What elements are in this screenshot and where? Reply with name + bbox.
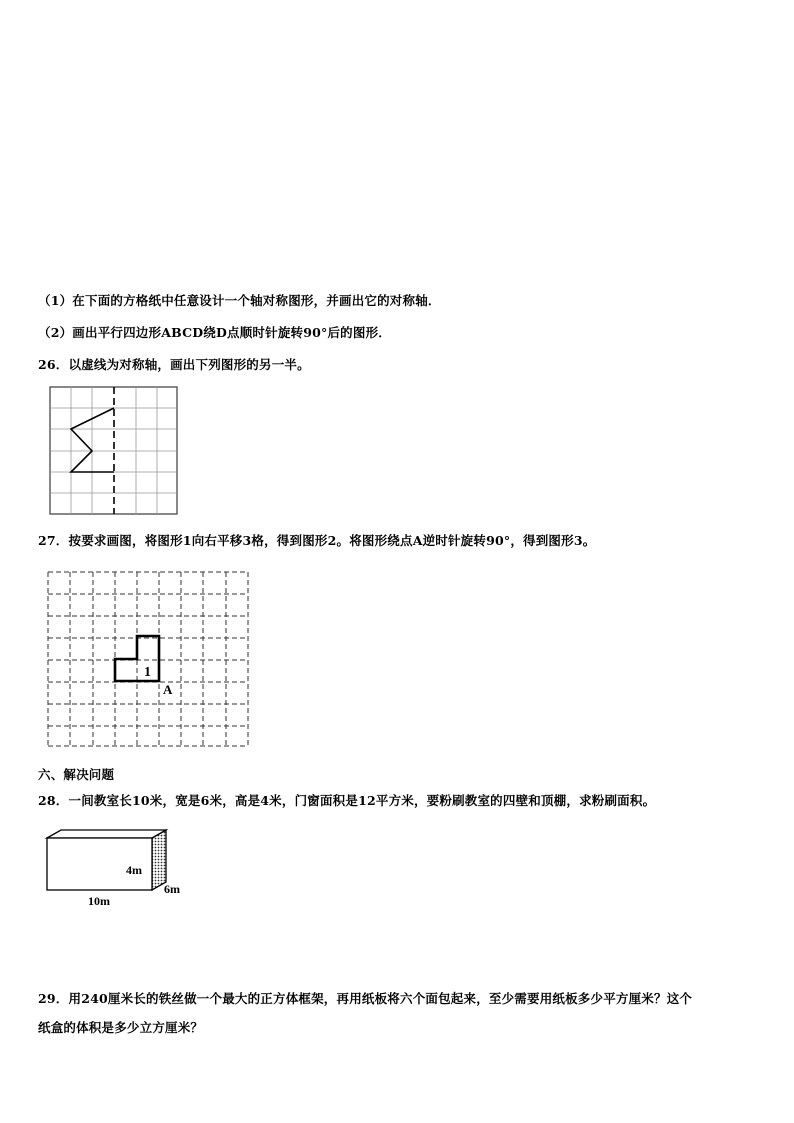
question-26-text: 26．以虚线为对称轴，画出下列图形的另一半。 [38,357,310,372]
section-6-title: 六、解决问题 [38,767,115,782]
question-27-grid-figure [46,570,252,748]
shape-1 [115,636,159,681]
shape-1-label: 1 [144,665,151,680]
point-a-label: A [163,682,173,697]
question-26-grid-figure [49,386,179,516]
sub-question-1: （1）在下面的方格纸中任意设计一个轴对称图形，并画出它的对称轴． [38,293,441,308]
height-label: 4m [126,863,142,877]
side-face [152,830,166,890]
question-28-text: 28．一间教室长10米，宽是6米，高是4米，门窗面积是12平方米，要粉刷教室的四壁和顶棚，求粉刷面积。 [38,793,656,808]
length-label: 10m [88,894,110,908]
width-label: 6m [164,882,180,896]
question-28-cuboid-figure [40,828,190,910]
half-shape [71,408,114,472]
sub-question-2: （2）画出平行四边形ABCD绕D点顺时针旋转90°后的图形． [38,325,391,340]
top-face [47,830,166,838]
question-27-text: 27．按要求画图，将图形1向右平移3格，得到图形2。将图形绕点A逆时针旋转90°，得到图形3。 [38,533,596,548]
question-29-line-1: 29．用240厘米长的铁丝做一个最大的正方体框架，再用纸板将六个面包起来，至少需要用纸板多少平方厘米？这个 [38,991,693,1006]
question-29-line-2: 纸盒的体积是多少立方厘米？ [38,1020,204,1035]
